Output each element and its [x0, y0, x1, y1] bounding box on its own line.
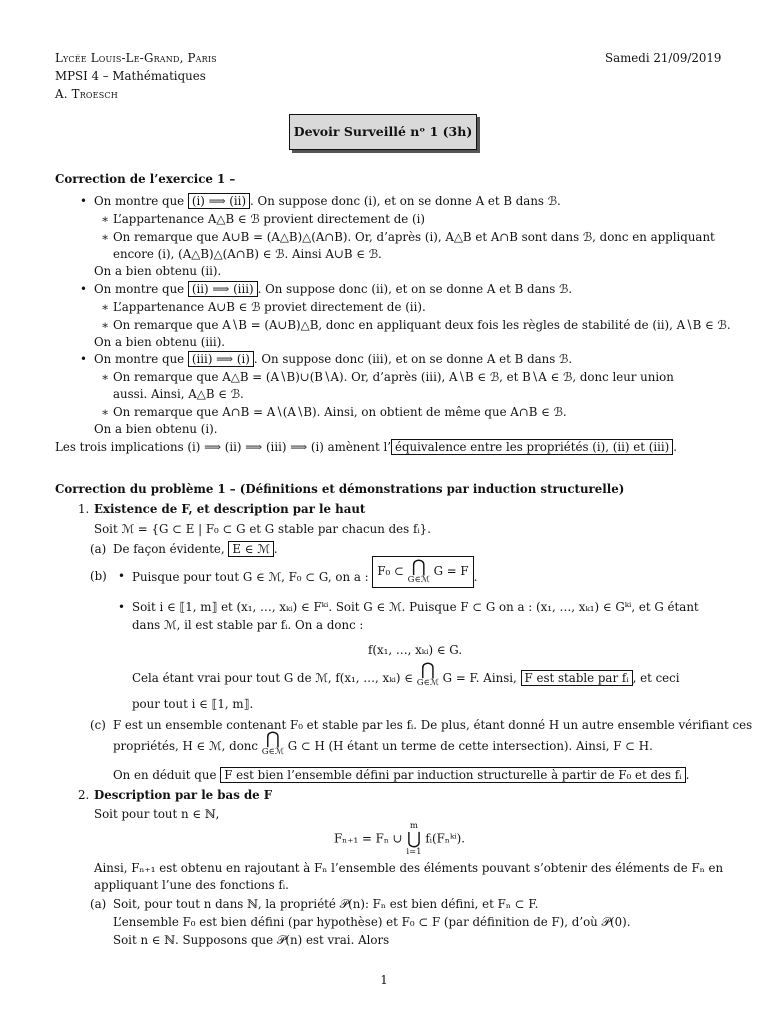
text: G ⊂ H (H étant un terme de cette intersection). Ainsi, F ⊂ H. [287, 738, 653, 753]
ex1-text: On montre que [94, 282, 185, 296]
text: , et ceci [632, 671, 680, 685]
header-date: Samedi 21/09/2019 [605, 51, 722, 65]
text: F₀ ⊂ [377, 564, 404, 579]
item-2a-text: Soit n ∈ ℕ. Supposons que 𝒫(n) est vrai. Alors [113, 933, 390, 947]
header-class: MPSI 4 – Mathématiques [55, 69, 206, 83]
set-M-definition: Soit ℳ = {G ⊂ E | F₀ ⊂ G et G stable par chacun des fᵢ}. [94, 522, 431, 536]
display-formula-f-in-G: f(x₁, …, xₖᵢ) ∈ G. [368, 643, 463, 657]
item-b-stability [132, 660, 680, 689]
text: . [473, 570, 478, 585]
text: Cela étant vrai pour tout G de ℳ, f(x₁, …, xₖᵢ) ∈ [132, 671, 413, 685]
header-teacher: A. Troesch [55, 87, 118, 101]
exam-title-box [289, 114, 477, 150]
cap-index: G∈ℳ [416, 678, 439, 689]
big-intersection [408, 559, 430, 585]
text: propriétés, H ∈ ℳ, donc [113, 738, 259, 753]
ex1-final-statement [55, 439, 677, 457]
item-c-text: F est un ensemble contenant F₀ et stable par les fᵢ. De plus, étant donné H un autre ensemble vérifiant ces [113, 718, 753, 732]
section-2-text: Ainsi, Fₙ₊₁ est obtenu en rajoutant à Fₙ l’ensemble des éléments pouvant s’obtenir des éléments de Fₙ en [94, 861, 724, 875]
cap-symbol: ⋂ [411, 557, 426, 577]
ex1-bullet-1 [94, 193, 561, 211]
cap-symbol: ⋂ [265, 729, 280, 749]
item-2a-text: L’ensemble F₀ est bien défini (par hypothèse) et F₀ ⊂ F (par définition de F), d’où 𝒫(0). [113, 915, 631, 929]
item-c-label: (c) [90, 718, 106, 732]
boxed-implication-2: (ii) ⟹ (iii) [188, 281, 258, 297]
text: On en déduit que [113, 768, 217, 782]
text: Puisque pour tout G ∈ ℳ, F₀ ⊂ G, on a : [132, 570, 369, 585]
ex1-continuation: aussi. Ainsi, A△B ∈ ℬ. [113, 387, 244, 401]
item-a-text [113, 541, 278, 559]
text: fᵢ(Fₙᵏⁱ). [425, 831, 465, 846]
text: . [685, 768, 690, 782]
section-1-number: 1. [78, 502, 90, 516]
item-c-text-2 [113, 729, 653, 757]
text: G = F [433, 564, 469, 579]
ex1-sub-item: ∗ On remarque que A∪B = (A△B)△(A∩B). Or, d’après (i), A△B et A∩B sont dans ℬ, donc en appliquant [113, 229, 715, 247]
ex1-text: On montre que [94, 352, 185, 366]
exercise-1-heading: Correction de l’exercice 1 – [55, 172, 236, 186]
boxed-implication-1: (i) ⟹ (ii) [188, 193, 250, 209]
boxed-E-in-M: E ∈ ℳ [228, 541, 273, 557]
problem-1-heading: Correction du problème 1 – (Définitions et démonstrations par induction structurelle) [55, 482, 625, 496]
ex1-sub-item: ∗ L’appartenance A∪B ∈ ℬ proviet directement de (ii). [113, 299, 426, 317]
ex1-bullet-2 [94, 281, 572, 299]
item-b-text: dans ℳ, il est stable par fᵢ. On a donc : [132, 618, 364, 632]
boxed-equivalence: équivalence entre les propriétés (i), (ii) et (iii) [391, 439, 673, 455]
boxed-F0-subset-intersection [372, 556, 473, 588]
ex1-text: . On suppose donc (ii), et on se donne A et B dans ℬ. [257, 282, 573, 296]
ex1-continuation: encore (i), (A△B)△(A∩B) ∈ ℬ. Ainsi A∪B ∈ ℬ. [113, 247, 382, 261]
ex1-bullet-3 [94, 351, 572, 369]
ex1-sub-item: ∗ On remarque que A∩B = A∖(A∖B). Ainsi, on obtient de même que A∩B ∈ ℬ. [113, 404, 567, 422]
ex1-conclusion: On a bien obtenu (i). [94, 422, 218, 436]
ex1-conclusion: On a bien obtenu (iii). [94, 335, 226, 349]
ex1-text: . On suppose donc (iii), et on se donne A et B dans ℬ. [253, 352, 573, 366]
union-top-index: m [409, 821, 418, 831]
cap-index: G∈ℳ [261, 747, 284, 757]
ex1-sub-item: ∗ On remarque que A△B = (A∖B)∪(B∖A). Or, d’après (iii), A∖B ∈ ℬ, et B∖A ∈ ℬ, donc leur union [113, 369, 674, 387]
ex1-text: . On suppose donc (i), et on se donne A et B dans ℬ. [250, 194, 561, 208]
item-2a-label: (a) [90, 897, 107, 911]
item-b-text: pour tout i ∈ ⟦1, m⟧. [132, 697, 254, 711]
exam-title: Devoir Surveillé nᵒ 1 (3h) [293, 123, 473, 139]
cap-symbol: ⋂ [420, 660, 435, 681]
boxed-F-stable: F est stable par fᵢ [521, 670, 633, 686]
boxed-F-defined-by-induction: F est bien l’ensemble défini par induction structurelle à partir de F₀ et des fᵢ [220, 767, 685, 783]
item-a-label: (a) [90, 542, 107, 556]
page-number: 1 [380, 973, 388, 987]
cap-index: G∈ℳ [407, 575, 430, 585]
big-intersection [262, 731, 284, 757]
item-b-label: (b) [90, 569, 107, 583]
item-c-conclusion [113, 767, 689, 785]
ex1-text: Les trois implications (i) ⟹ (ii) ⟹ (iii) ⟹ (i) amènent l’ [55, 440, 391, 454]
ex1-sub-item: ∗ On remarque que A∖B = (A∪B)△B, donc en appliquant deux fois les règles de stabilité de (ii), A∖B ∈ ℬ. [113, 317, 731, 335]
item-b-bullet-2: • Soit i ∈ ⟦1, m⟧ et (x₁, …, xₖᵢ) ∈ Fᵏⁱ. Soit G ∈ ℳ. Puisque F ⊂ G on a : (x₁, …, xₖ₁) ∈ Gᵏⁱ, et G étant [132, 599, 699, 617]
item-b-bullet-1 [132, 557, 478, 588]
ex1-text: . [673, 440, 678, 454]
text: . [273, 542, 278, 556]
boxed-implication-3: (iii) ⟹ (i) [188, 351, 254, 367]
section-2-text: appliquant l’une des fonctions fᵢ. [94, 878, 289, 892]
cup-symbol: ⋃ [406, 828, 421, 849]
text: De façon évidente, [113, 542, 225, 556]
big-union [406, 822, 421, 857]
text: G = F. Ainsi, [442, 671, 517, 685]
item-2a-text: Soit, pour tout n dans ℕ, la propriété 𝒫(n): Fₙ est bien défini, et Fₙ ⊂ F. [113, 897, 539, 911]
union-bottom-index: i=1 [406, 846, 422, 857]
ex1-conclusion: On a bien obtenu (ii). [94, 264, 222, 278]
display-formula-F-n-plus-1 [334, 822, 465, 857]
section-2-title: Description par le bas de F [94, 788, 273, 802]
big-intersection [417, 662, 439, 688]
ex1-text: On montre que [94, 194, 185, 208]
section-2-number: 2. [78, 788, 90, 802]
text: Fₙ₊₁ = Fₙ ∪ [334, 831, 403, 846]
section-1-title: Existence de F, et description par le haut [94, 502, 366, 516]
ex1-sub-item: ∗ L’appartenance A△B ∈ ℬ provient directement de (i) [113, 211, 425, 229]
header-school: Lycée Louis-Le-Grand, Paris [55, 51, 217, 65]
section-2-intro: Soit pour tout n ∈ ℕ, [94, 807, 220, 821]
